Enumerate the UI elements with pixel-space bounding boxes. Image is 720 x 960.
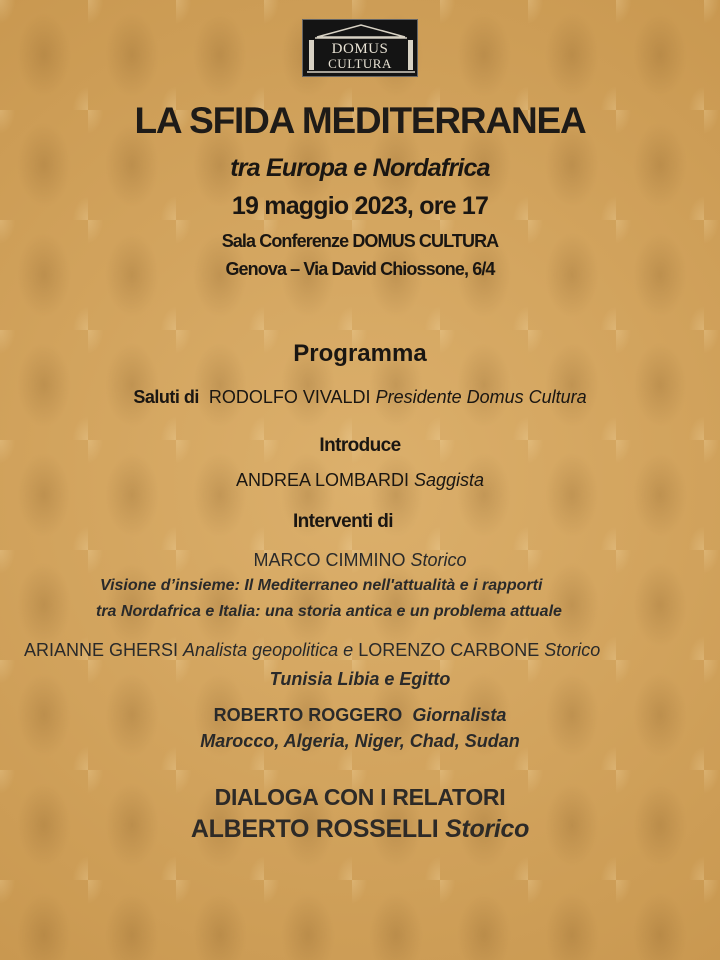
speaker-role: Giornalista (412, 705, 507, 725)
speaker-joiner: e (343, 640, 354, 660)
event-subtitle: tra Europa e Nordafrica (230, 154, 490, 182)
saluti-role: Presidente Domus Cultura (375, 387, 587, 407)
speaker-role-2: Storico (544, 640, 601, 660)
logo-line2: CULTURA (328, 56, 392, 71)
event-date: 19 maggio 2023, ore 17 (231, 192, 489, 220)
moderator-name: ALBERTO ROSSELLI (190, 815, 439, 843)
speaker-topic: Tunisia Libia e Egitto (269, 669, 451, 689)
moderator-line (0, 815, 720, 844)
speaker-name: MARCO CIMMINO (253, 550, 406, 570)
speaker-roggero (0, 705, 720, 726)
speaker-topic-line2: tra Nordafrica e Italia: una storia antica e un problema attuale (96, 603, 562, 620)
program-heading: Programma (293, 340, 427, 367)
introduce-role: Saggista (414, 470, 485, 490)
saluti-name: RODOLFO VIVALDI (208, 387, 371, 407)
speaker-topic-line1: Visione d’insieme: Il Mediterraneo nell'attualità e i rapporti (100, 577, 543, 594)
speaker-name-2: LORENZO CARBONE (358, 640, 540, 660)
logo-line1: DOMUS (331, 41, 389, 57)
speaker-cimmino (0, 550, 720, 571)
speaker-role: Storico (410, 550, 467, 570)
saluti-line (0, 387, 720, 408)
event-address: Genova – Via David Chiossone, 6/4 (225, 259, 495, 279)
speaker-topic: Marocco, Algeria, Niger, Chad, Sudan (200, 731, 520, 751)
speaker-ghersi-carbone (24, 640, 600, 661)
speaker-name: ROBERTO ROGGERO (213, 705, 403, 725)
speaker-name: ARIANNE GHERSI (24, 640, 179, 660)
dialoga-label: DIALOGA CON I RELATORI (214, 784, 506, 810)
moderator-role: Storico (445, 815, 530, 843)
saluti-label: Saluti di (133, 387, 199, 407)
domus-cultura-logo (302, 19, 418, 77)
introduce-label: Introduce (319, 435, 401, 456)
interventi-label: Interventi di (293, 511, 393, 532)
event-venue: Sala Conferenze DOMUS CULTURA (221, 231, 499, 251)
introduce-line (0, 470, 720, 491)
introduce-name: ANDREA LOMBARDI (235, 470, 409, 490)
speaker-role: Analista geopolitica (183, 640, 339, 660)
event-title: LA SFIDA MEDITERRANEA (134, 100, 586, 141)
